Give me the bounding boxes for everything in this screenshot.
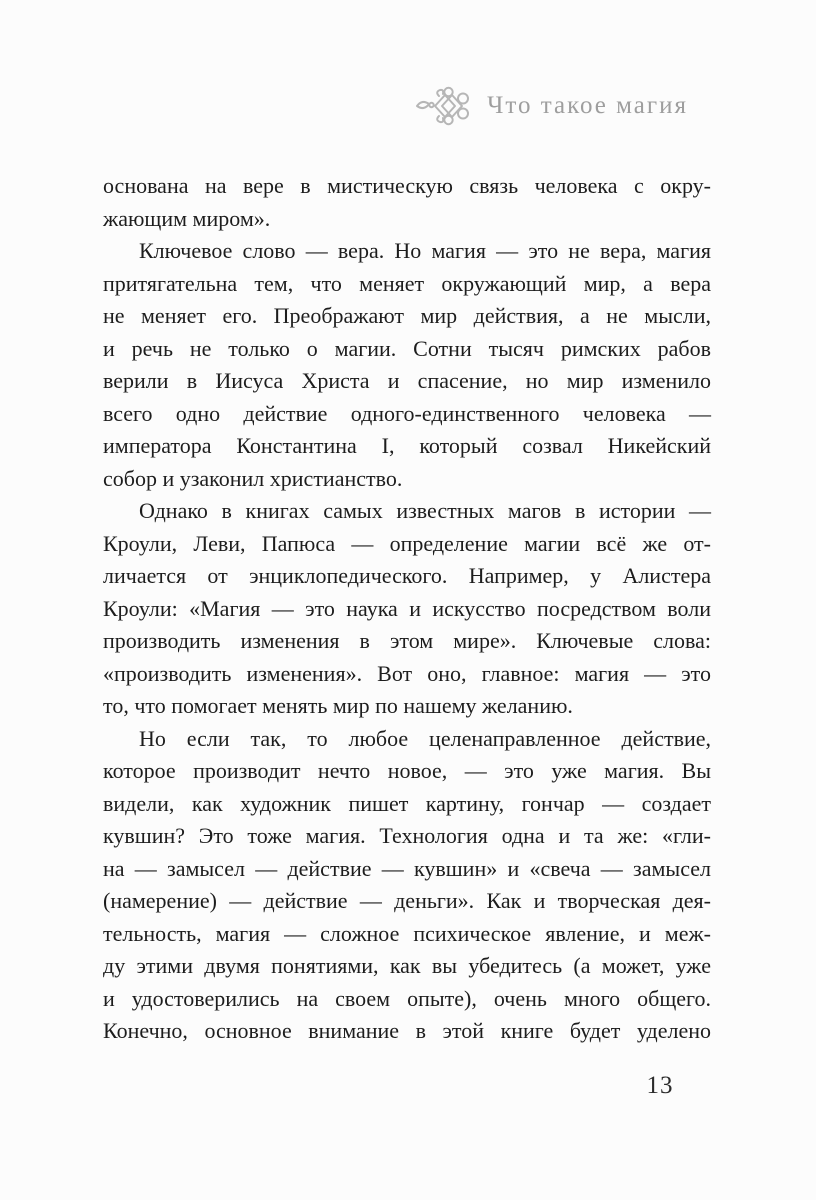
text-line: не меняет его. Преображают мир действия, а не мысли, [103,303,711,328]
text-line: Кроули, Леви, Папюса — определение магии всё же от- [103,530,711,556]
text-line: основана на вере в мистическую связь человека с окру- [103,173,711,198]
running-head [415,84,688,128]
text-line: притягательна тем, что меняет окружающий мир, а вера [103,270,711,296]
text-line: Ключевое слово — вера. Но магия — это не вера, магия [139,238,711,263]
text-line: Конечно, основное внимание в этой книге будет уделено [103,1018,711,1043]
text-line: кувшин? Это тоже магия. Технология одна и та же: «гли- [103,823,711,848]
text-line: (намерение) — действие — деньги». Как и творческая дея- [103,888,711,913]
text-line: и речь не только о магии. Сотни тысяч римских рабов [103,335,711,361]
text-line: жающим миром». [103,205,271,231]
text-line: «производить изменения». Вот оно, главное: магия — это [103,660,711,686]
text-line: личается от энциклопедического. Например, у Алистера [103,563,711,588]
text-line: видели, как художник пишет картину, гончар — создает [103,790,711,816]
page-number: 13 [646,1072,674,1099]
text-line: собор и узаконил христианство. [103,465,403,491]
text-line: тельность, магия — сложное психическое явление, и меж- [103,920,711,946]
text-line: императора Константина I, который созвал Никейский [103,433,711,458]
text-line: ду этими двумя понятиями, как вы убедитесь (а может, уже [103,953,711,978]
text-line: Кроули: «Магия — это наука и искусство посредством воли [103,595,711,621]
text-line: на — замысел — действие — кувшин» и «свеча — замысел [103,855,711,881]
celtic-knot-ornament-icon [415,84,473,128]
text-line: производить изменения в этом мире». Ключевые слова: [103,628,711,653]
text-line: которое производит нечто новое, — это уже магия. Вы [103,758,711,783]
text-line: Но если так, то любое целенаправленное действие, [139,725,711,751]
text-line: и удостоверились на своем опыте), очень много общего. [103,985,711,1011]
text-line: Однако в книгах самых известных магов в истории — [139,498,711,523]
text-line: верили в Иисуса Христа и спасение, но мир изменило [103,368,711,393]
chapter-title: Что такое магия [487,92,688,119]
text-line: всего одно действие одного-единственного человека — [103,400,711,426]
text-line: то, что помогает менять мир по нашему желанию. [103,693,573,718]
body-text-block [103,170,711,1048]
